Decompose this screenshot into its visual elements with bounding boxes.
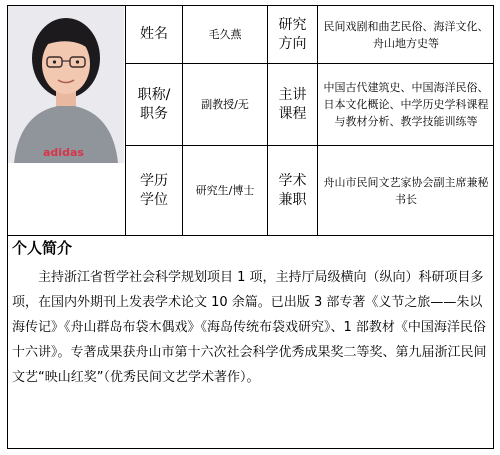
academic-part-time-value: 舟山市民间文艺家协会副主席兼秘书长	[323, 175, 489, 206]
grid-line	[7, 235, 494, 236]
portrait-photo	[8, 6, 124, 163]
name-label: 姓名	[140, 26, 168, 42]
academic-part-time-label: 学术 兼职	[278, 172, 307, 208]
svg-text:adidas: adidas	[43, 146, 84, 159]
research-direction-label: 研究 方向	[278, 16, 307, 52]
intro-paragraph: 主持浙江省哲学社会科学规划项目 1 项，主持厅局级横向（纵向）科研项目多项，在国内外期刊上发表学术论文 10 余篇。已出版 3 部专著《义节之旅——朱以海传记》《舟山群岛布袋木偶戏》《海岛传统布袋戏研究》、1 部教材《中国海洋民俗十六讲》。专著成果获舟山市第十六次社会科学优秀成果奖二等奖、第九届浙江民间文艺“映山红奖”（优秀民间文艺学术著作）。	[12, 270, 487, 385]
degree-value: 研究生/博士	[195, 183, 255, 197]
main-courses-value: 中国古代建筑史、中国海洋民俗、日本文化概论、中学历史学科课程与教材分析、教学技能训练等	[323, 81, 489, 128]
job-title-label: 职称/ 职务	[137, 86, 171, 122]
main-courses-label: 主讲 课程	[278, 86, 307, 122]
name-value: 毛久燕	[208, 27, 242, 41]
intro-heading: 个人简介	[12, 239, 73, 257]
research-direction-value: 民间戏剧和曲艺民俗、海洋文化、舟山地方史等	[323, 19, 489, 50]
job-title-value: 副教授/无	[201, 97, 249, 111]
degree-label: 学历 学位	[140, 172, 168, 208]
